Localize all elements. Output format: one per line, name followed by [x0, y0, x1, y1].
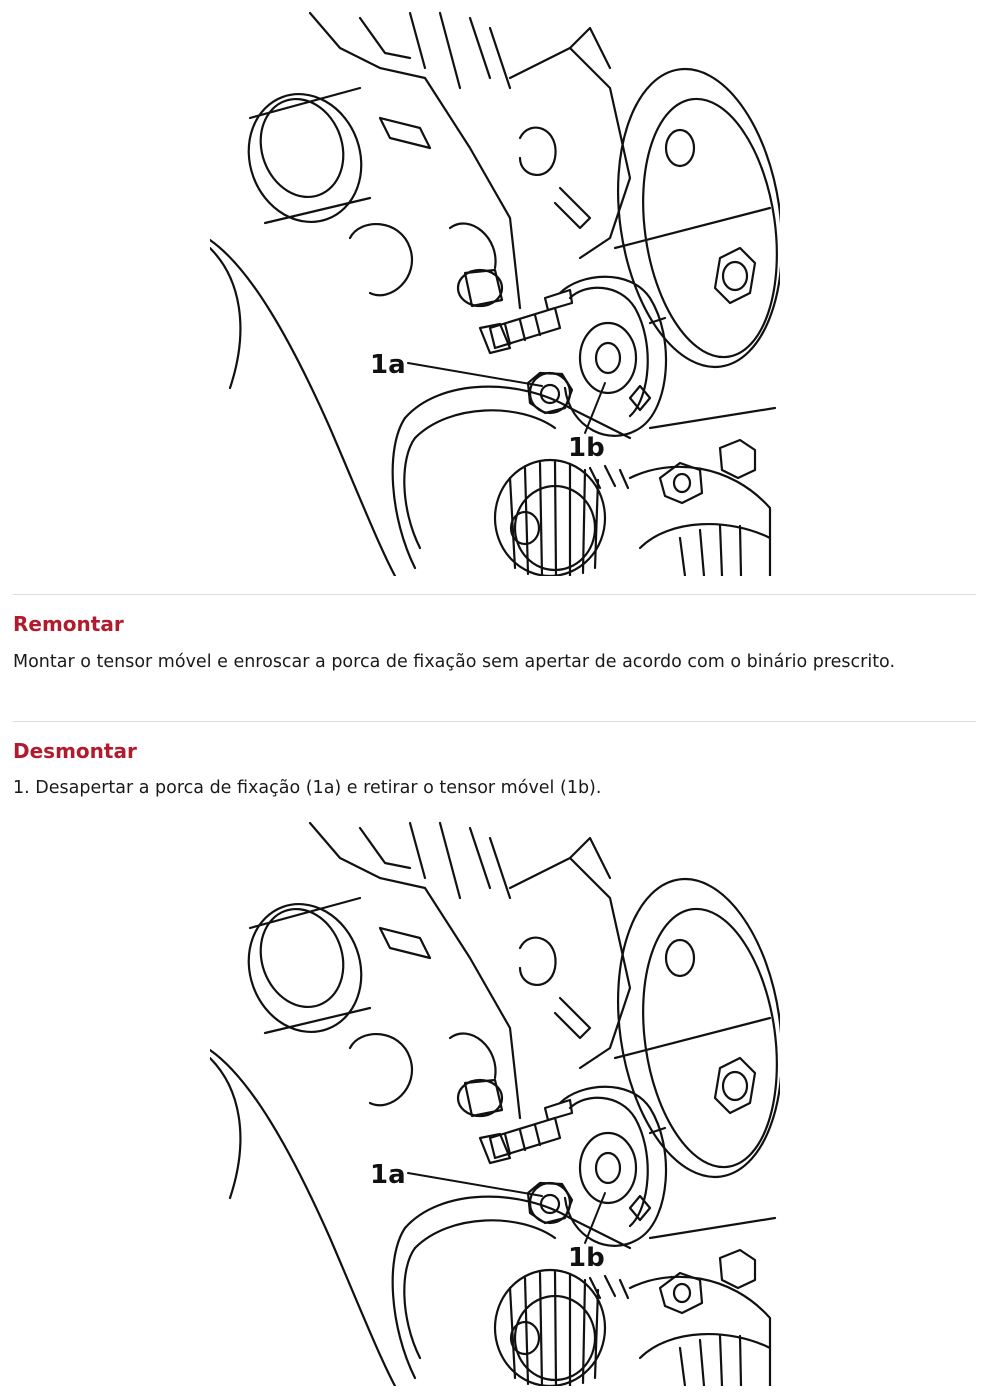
tensioner-illustration-top — [210, 8, 780, 576]
callout-1a: 1a — [370, 1160, 406, 1190]
tensioner-illustration-bottom — [210, 818, 780, 1386]
section-body-desmontar: 1. Desapertar a porca de fixação (1a) e retirar o tensor móvel (1b). — [13, 778, 602, 798]
engine-line-drawing — [210, 8, 780, 576]
section-divider — [13, 721, 976, 722]
section-body-remontar: Montar o tensor móvel e enroscar a porca de fixação sem apertar de acordo com o binário prescrito. — [13, 652, 896, 672]
section-heading-remontar: Remontar — [13, 612, 124, 636]
section-divider — [13, 594, 976, 595]
callout-1b: 1b — [568, 433, 605, 463]
callout-1b: 1b — [568, 1243, 605, 1273]
engine-line-drawing — [210, 818, 780, 1386]
section-heading-desmontar: Desmontar — [13, 739, 137, 763]
callout-1a: 1a — [370, 350, 406, 380]
